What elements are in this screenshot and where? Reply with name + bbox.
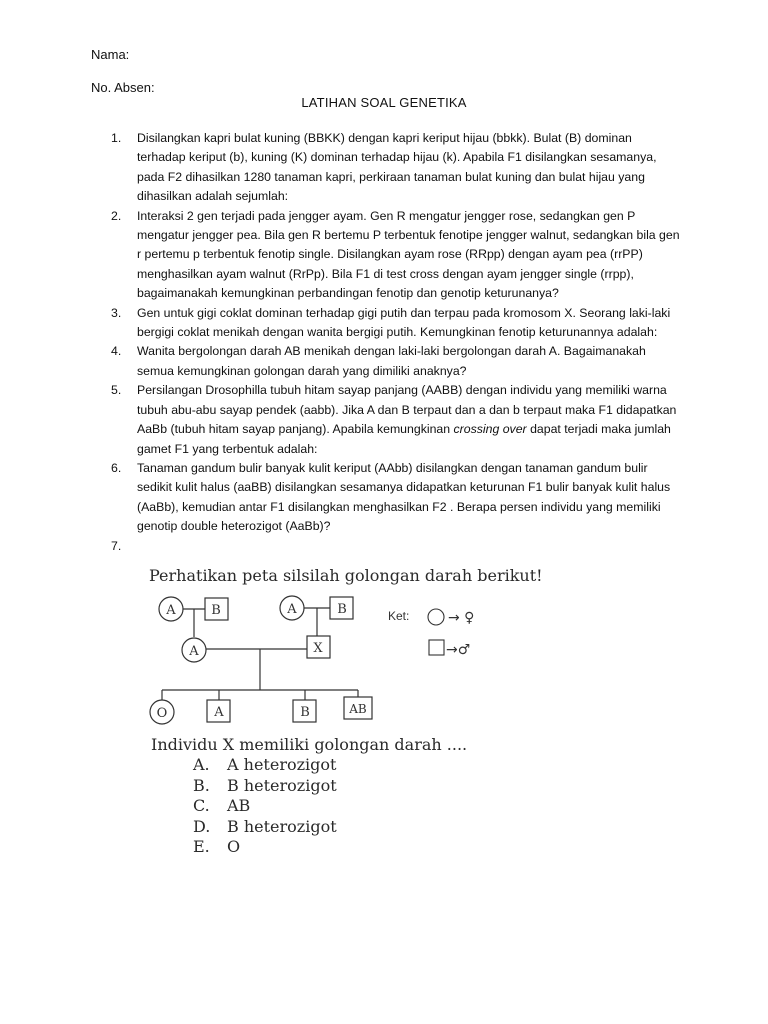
gen2-male-label: X <box>313 641 323 656</box>
option-letter: A. <box>193 755 210 774</box>
option-b <box>193 776 337 797</box>
gen3-child-3-label: B <box>300 705 310 720</box>
question-6 <box>111 459 681 537</box>
name-label: Nama: <box>91 47 130 62</box>
question-5 <box>111 381 681 459</box>
pedigree-legend <box>388 606 498 666</box>
gen2-female-label: A <box>189 644 199 659</box>
option-c <box>193 796 337 817</box>
gen1-female-2-label: A <box>287 602 297 617</box>
question-4 <box>111 342 681 381</box>
question-text-part: dapat terjadi maka jumlah gamet F1 yang terbentuk adalah: <box>137 422 671 456</box>
crossing-over-term: crossing over <box>453 422 527 437</box>
option-letter: E. <box>193 837 210 856</box>
option-text: AB <box>227 796 251 815</box>
female-arrow-symbol: → ♀ <box>448 610 475 626</box>
gen3-child-4-label: AB <box>349 702 367 716</box>
question-1 <box>111 129 681 207</box>
gen1-male-1-label: B <box>211 603 221 618</box>
question-text: Disilangkan kapri bulat kuning (BBKK) dengan kapri keriput hijau (bbkk). Bulat (B) dominan terhadap keriput (b), kuning (K) dominan terhadap hijau (k). Apabila F1 disilangkan sesamanya, pada F2 dihasilkan 1280 tanaman kapri, perkiraan tanaman bulat kuning dan bulat hijau yang dihasilkan adalah sejumlah: <box>137 131 657 204</box>
option-text: A heterozigot <box>227 755 337 774</box>
gen1-male-2-label: B <box>337 602 347 617</box>
question-7-text: Individu X memiliki golongan darah .... <box>151 735 468 754</box>
question-number: 2. <box>111 208 122 223</box>
gen1-female-1-label: A <box>166 603 176 618</box>
male-square-icon <box>429 640 444 655</box>
question-text: Interaksi 2 gen terjadi pada jengger ayam. Gen R mengatur jengger rose, sedangkan gen P mengatur jengger pea. Bila gen R bertemu P terbentuk fenotipe jengger walnut, sedangkan bila gen r pertemu p terbentuk fenotip single. Disilangkan ayam rose (RRpp) dengan ayam pea (rrPP) menghasilkan ayam walnut (RrPp). Bila F1 di test cross dengan ayam jengger single (rrpp), bagaimanakah kemungkinan perbandingan fenotip dan genotip keturunanya? <box>137 208 680 301</box>
page-title: LATIHAN SOAL GENETIKA <box>301 95 467 110</box>
question-number: 6. <box>111 460 122 475</box>
question-number: 3. <box>111 305 122 320</box>
question-number: 7. <box>111 538 122 553</box>
question-number: 4. <box>111 344 122 359</box>
question-text <box>137 537 681 556</box>
legend-symbols <box>388 606 498 666</box>
question-text: Wanita bergolongan darah AB menikah dengan laki-laki bergolongan darah A. Bagaimanakah semua kemungkinan golongan darah yang dimiliki anaknya? <box>137 344 646 378</box>
question-2 <box>111 207 681 304</box>
option-text: O <box>227 837 241 856</box>
question-text: Gen untuk gigi coklat dominan terhadap gigi putih dan terpau pada kromosom X. Seorang laki-laki bergigi coklat menikah dengan wanita bergigi putih. Kemungkinan fenotip keturunannya adalah: <box>137 305 671 340</box>
female-circle-icon <box>428 609 444 625</box>
option-text: B heterozigot <box>227 816 337 836</box>
question-7 <box>111 537 681 556</box>
question-text <box>137 381 681 459</box>
question-text: Tanaman gandum bulir banyak kulit keriput (AAbb) disilangkan dengan tanaman gandum bulir sedikit kulit halus (aaBB) disilangkan sesamanya didapatkan keturunan F1 bulir banyak kulit halus (AaBb), kemudian antar F1 disilangkan menghasilkan F2 . Berapa persen individu yang memiliki genotip double heterozigot (AaBb)? <box>137 460 671 534</box>
question-3 <box>111 304 681 343</box>
option-a <box>193 755 337 776</box>
pedigree-title: Perhatikan peta silsilah golongan darah berikut! <box>149 566 543 585</box>
option-letter: C. <box>193 796 210 815</box>
male-arrow-symbol: →♂ <box>446 642 471 658</box>
gen3-child-2-label: A <box>214 705 224 720</box>
option-e <box>193 837 337 858</box>
question-number: 5. <box>111 383 122 398</box>
absen-label: No. Absen: <box>91 80 155 95</box>
answer-options <box>193 755 337 858</box>
question-number: 1. <box>111 131 122 145</box>
gen3-child-1-label: O <box>156 706 168 721</box>
option-text: B heterozigot <box>227 775 337 795</box>
legend-label: Ket: <box>388 609 410 623</box>
option-letter: B. <box>193 775 210 795</box>
option-letter: D. <box>193 816 211 836</box>
question-list <box>111 129 681 556</box>
option-d <box>193 817 337 838</box>
question-text-part: Persilangan Drosophilla tubuh hitam sayap panjang (AABB) dengan individu yang memiliki warna tubuh abu-abu sayap pendek (aabb). Jika A dan B terpaut dan a dan b terpaut maka F1 didapatkan AaBb (tubuh hitam sayap panjang). Apabila kemungkinan <box>137 383 677 437</box>
